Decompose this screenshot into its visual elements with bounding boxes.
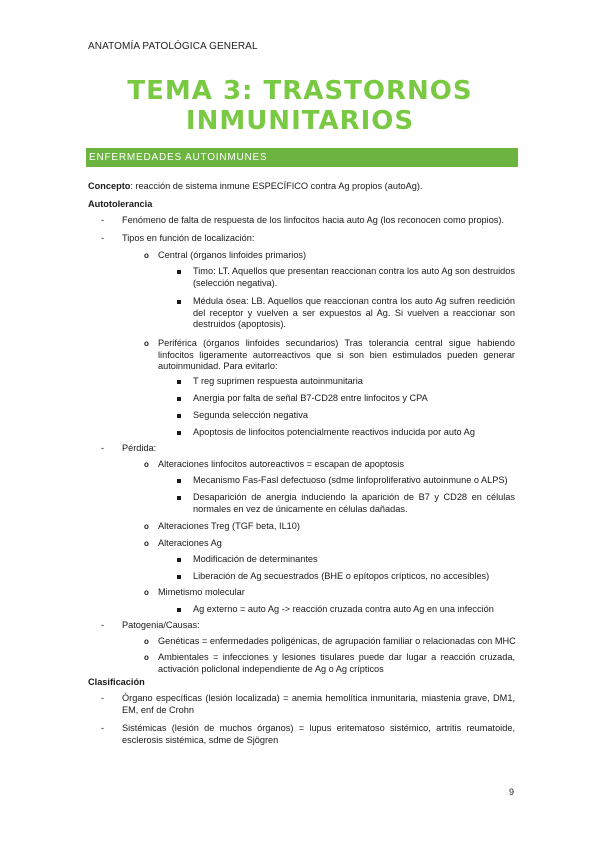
circle-bullet: o [144, 251, 149, 260]
square-bullet [177, 300, 181, 304]
circle-bullet: o [144, 539, 149, 548]
square-bullet [177, 397, 181, 401]
square-bullet [177, 270, 181, 274]
chapter-title-line-2: INMUNITARIOS [185, 106, 415, 136]
liberacion-item: Liberación de Ag secuestrados (BHE o epítopos crípticos, no accesibles) [193, 571, 490, 581]
concepto-label: Concepto [88, 181, 131, 191]
clasificacion-item-2: Sistémicas (lesión de muchos órganos) = lupus eritematoso sistémico, artritis reumatoide, esclerosis sistémica, sdme de Sjögren [122, 723, 515, 745]
square-bullet [177, 575, 181, 579]
concepto-paragraph [88, 181, 422, 193]
desaparicion-item: Desaparición de anergia induciendo la aparición de B7 y CD28 en células normales en vez de únicamente en células dañadas. [193, 492, 515, 514]
central-item: Central (órganos linfoides primarios) [158, 250, 307, 260]
square-bullet [177, 608, 181, 612]
alteraciones-linfocitos-item: Alteraciones linfocitos autoreactivos = escapan de apoptosis [158, 459, 404, 469]
modificacion-item: Modificación de determinantes [193, 554, 318, 564]
medula-item: Médula ósea: LB. Aquellos que reaccionan contra los auto Ag sufren reedición del receptor y vuelven a ser expuestos al Ag. Si vuelven a reaccionar son destruidos (apoptosis). [193, 296, 515, 329]
mimetismo-item: Mimetismo molecular [158, 587, 245, 597]
periferica-sub-4: Apoptosis de linfocitos potencialmente reactivos inducida por auto Ag [193, 427, 475, 437]
circle-bullet: o [144, 339, 149, 348]
fas-item: Mecanismo Fas-Fasl defectuoso (sdme linfoproliferativo autoinmune o ALPS) [193, 475, 508, 485]
circle-bullet: o [144, 522, 149, 531]
autotolerancia-heading: Autotolerancia [88, 199, 153, 209]
circle-bullet: o [144, 460, 149, 469]
square-bullet [177, 496, 181, 500]
section-band: ENFERMEDADES AUTOINMUNES [86, 148, 518, 167]
geneticas-item: Genéticas = enfermedades poligénicas, de agrupación familiar o relacionadas con MHC [158, 636, 516, 646]
ambientales-item: Ambientales = infecciones y lesiones tisulares puede dar lugar a reacción cruzada, activación policlonal independiente de Ag o Ag crípticos [158, 652, 515, 674]
patogenia-item: Patogenia/Causas: [122, 620, 200, 630]
chapter-title-line-1: TEMA 3: TRASTORNOS [127, 76, 473, 106]
square-bullet [177, 479, 181, 483]
perdida-item: Pérdida: [122, 443, 157, 453]
dash-bullet: - [101, 620, 105, 630]
dash-bullet: - [101, 233, 105, 243]
periferica-item: Periférica (órganos linfoides secundarios) Tras tolerancia central sigue habiendo linfocitos ligeramente autorreactivos que si son bien estimulados pueden generar autoinmunidad. Para evitarlo: [158, 338, 515, 371]
circle-bullet: o [144, 637, 149, 646]
periferica-sub-2: Anergia por falta de señal B7-CD28 entre linfocitos y CPA [193, 393, 428, 403]
timo-item: Timo: LT. Aquellos que presentan reaccionan contra los auto Ag son destruidos (selección negativa). [193, 266, 515, 288]
periferica-sub-3: Segunda selección negativa [193, 410, 308, 420]
circle-bullet: o [144, 588, 149, 597]
square-bullet [177, 558, 181, 562]
dash-bullet: - [101, 723, 105, 733]
clasificacion-item-1: Órgano específicas (lesión localizada) = anemia hemolítica inmunitaria, miastenia grave, DM1, EM, enf de Crohn [122, 693, 515, 715]
autotolerancia-item-1: Fenómeno de falta de respuesta de los linfocitos hacia auto Ag (los reconocen como propios). [122, 215, 505, 225]
ag-externo-item: Ag externo = auto Ag -> reacción cruzada contra auto Ag en una infección [193, 604, 494, 614]
running-header: ANATOMÍA PATOLÓGICA GENERAL [88, 41, 258, 52]
alteraciones-ag-item: Alteraciones Ag [158, 538, 222, 548]
circle-bullet: o [144, 653, 149, 662]
alteraciones-treg-item: Alteraciones Treg (TGF beta, IL10) [158, 521, 300, 531]
periferica-sub-1: T reg suprimen respuesta autoinmunitaria [193, 376, 363, 386]
clasificacion-heading: Clasificación [88, 677, 145, 687]
dash-bullet: - [101, 215, 105, 225]
autotolerancia-item-2: Tipos en función de localización: [122, 233, 255, 243]
dash-bullet: - [101, 443, 105, 453]
concepto-text: : reacción de sistema inmune ESPECÍFICO contra Ag propios (autoAg). [130, 181, 423, 191]
dash-bullet: - [101, 693, 105, 703]
page-number: 9 [509, 787, 515, 797]
square-bullet [177, 431, 181, 435]
square-bullet [177, 414, 181, 418]
square-bullet [177, 380, 181, 384]
